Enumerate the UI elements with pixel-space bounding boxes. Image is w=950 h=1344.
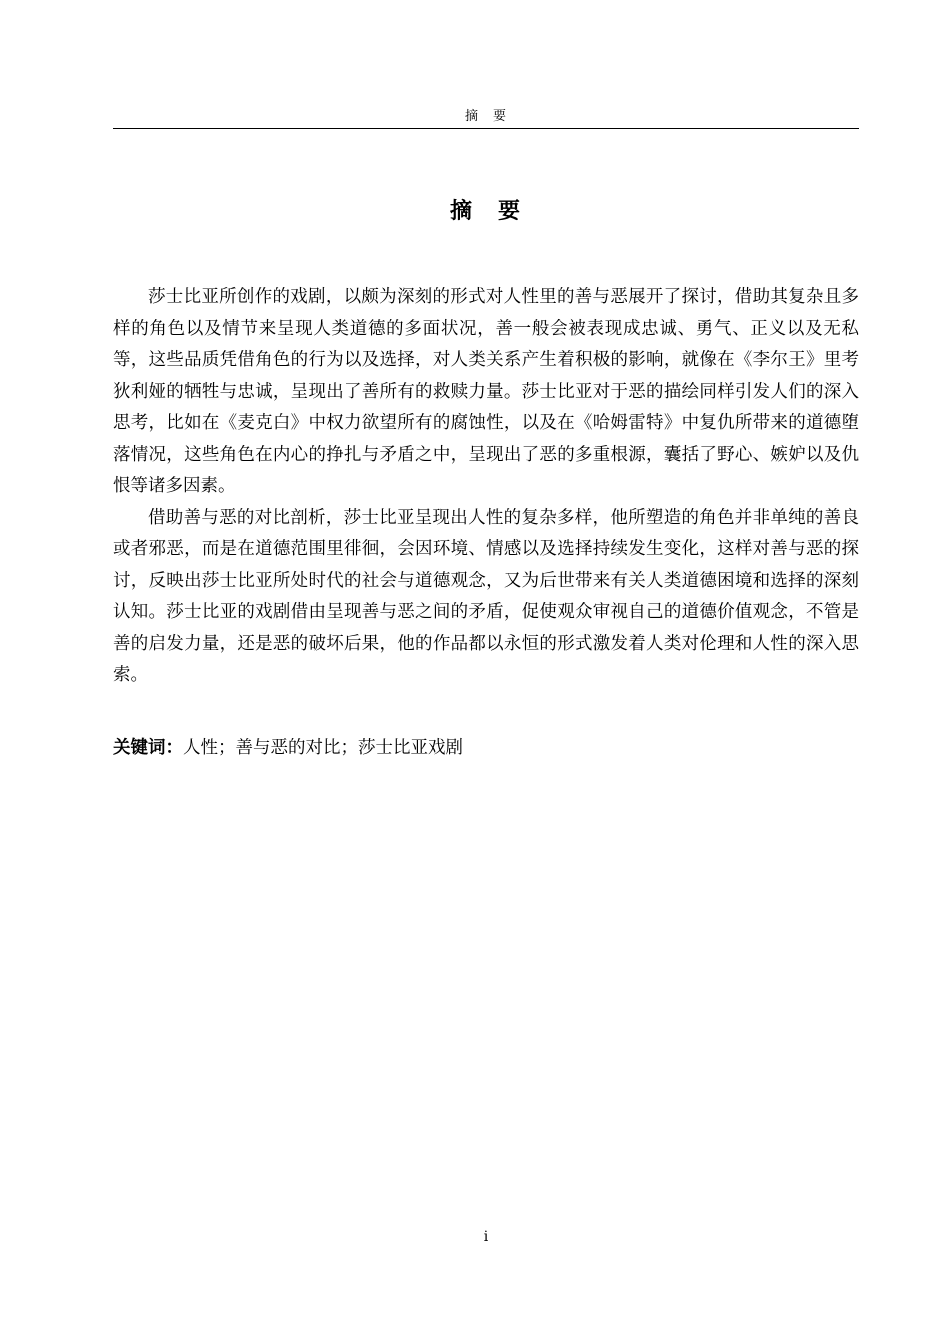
keywords-label: 关键词： xyxy=(113,738,183,758)
running-header: 摘 要 xyxy=(464,109,507,124)
page-title: 摘 要 xyxy=(449,198,522,224)
header-rule xyxy=(113,128,859,129)
abstract-paragraph-2: 借助善与恶的对比剖析，莎士比亚呈现出人性的复杂多样，他所塑造的角色并非单纯的善良或者邪恶，而是在道德范围里徘徊，会因环境、情感以及选择持续发生变化，这样对善与恶的探讨，反映出莎士比亚所处时代的社会与道德观念，又为后世带来有关人类道德困境和选择的深刻认知。莎士比亚的戏剧借由呈现善与恶之间的矛盾，促使观众审视自己的道德价值观念，不管是善的启发力量，还是恶的破坏后果，他的作品都以永恒的形式激发着人类对伦理和人性的深入思索。 xyxy=(113,507,859,685)
abstract-paragraph-1: 莎士比亚所创作的戏剧，以颇为深刻的形式对人性里的善与恶展开了探讨，借助其复杂且多样的角色以及情节来呈现人类道德的多面状况，善一般会被表现成忠诚、勇气、正义以及无私等，这些品质凭借角色的行为以及选择，对人类关系产生着积极的影响，就像在《李尔王》里考狄利娅的牺牲与忠诚，呈现出了善所有的救赎力量。莎士比亚对于恶的描绘同样引发人们的深入思考，比如在《麦克白》中权力欲望所有的腐蚀性，以及在《哈姆雷特》中复仇所带来的道德堕落情况，这些角色在内心的挣扎与矛盾之中，呈现出了恶的多重根源，囊括了野心、嫉妒以及仇恨等诸多因素。 xyxy=(113,287,859,496)
keywords-line xyxy=(113,734,859,762)
page-number: i xyxy=(483,1229,489,1245)
keywords-value: 人性；善与恶的对比；莎士比亚戏剧 xyxy=(183,738,463,758)
abstract-body xyxy=(113,282,859,692)
